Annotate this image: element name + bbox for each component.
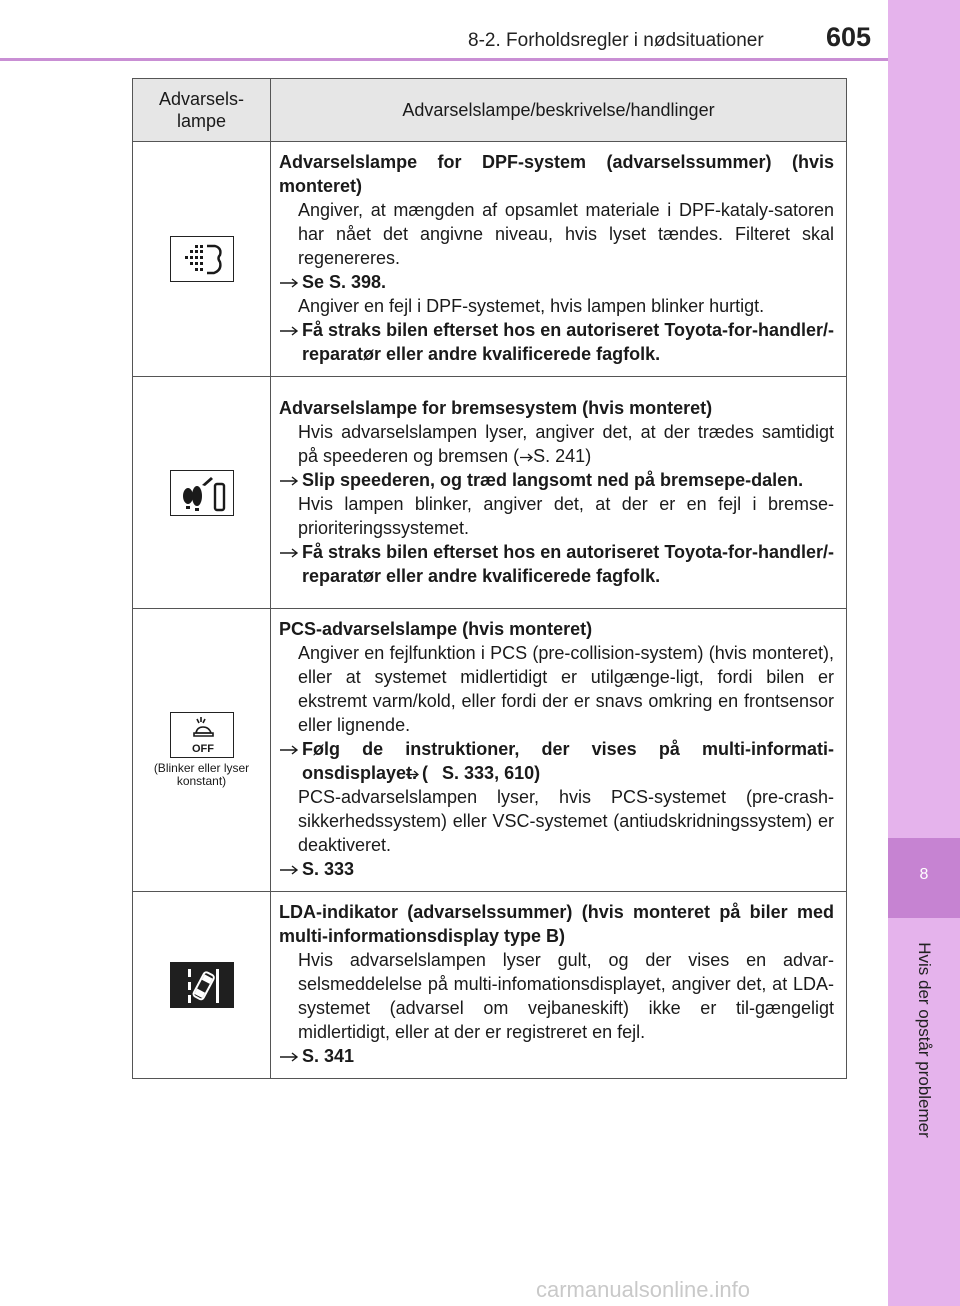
pcs-off-label: OFF bbox=[191, 743, 214, 755]
table-header-row bbox=[133, 79, 847, 142]
arrow-icon bbox=[279, 857, 302, 881]
lda-lane-departure-icon bbox=[170, 962, 234, 1008]
chapter-label: Hvis der opstår problemer bbox=[915, 942, 934, 1138]
action-item bbox=[279, 1044, 834, 1068]
page-reference-link[interactable]: S. 333, 610) bbox=[442, 763, 541, 783]
arrow-icon bbox=[519, 444, 533, 468]
page-reference-link[interactable]: S. 333 bbox=[302, 859, 355, 879]
warning-title: LDA-indikator (advarselssummer) (hvis monteret på biler med multi-informationsdisplay type B) bbox=[279, 902, 834, 946]
action-text: Få straks bilen efterset hos en autoriseret Toyota-for-handler/-reparatør eller andre kvalificerede fagfolk. bbox=[302, 541, 834, 586]
description-cell bbox=[271, 892, 847, 1079]
arrow-icon bbox=[279, 270, 302, 294]
action-item bbox=[279, 540, 834, 588]
chapter-number: 8 bbox=[919, 866, 929, 883]
table-row bbox=[133, 892, 847, 1079]
pcs-off-icon bbox=[170, 712, 234, 758]
arrow-icon bbox=[279, 540, 302, 564]
description-text: Angiver en fejl i DPF-systemet, hvis lampen blinker hurtigt. bbox=[298, 296, 765, 316]
action-item bbox=[279, 468, 834, 492]
warning-title: PCS-advarselslampe (hvis monteret) bbox=[279, 619, 593, 639]
action-item bbox=[279, 857, 834, 881]
arrow-icon bbox=[428, 761, 442, 785]
action-text: Få straks bilen efterset hos en autoriseret Toyota-for-handler/-reparatør eller andre kvalificerede fagfolk. bbox=[302, 320, 834, 364]
page-reference-link[interactable]: Se S. 398. bbox=[302, 272, 387, 292]
arrow-icon bbox=[279, 1044, 302, 1068]
description-cell bbox=[271, 142, 847, 377]
lamp-cell bbox=[133, 377, 271, 609]
table-row bbox=[133, 142, 847, 377]
brake-override-icon bbox=[170, 470, 234, 516]
lamp-cell bbox=[133, 609, 271, 892]
arrow-icon bbox=[279, 468, 302, 492]
lamp-note: (Blinker eller lyser konstant) bbox=[153, 761, 250, 788]
lamp-cell bbox=[133, 892, 271, 1079]
action-item bbox=[279, 270, 834, 294]
section-title: 8-2. Forholdsregler i nødsituationer bbox=[468, 30, 764, 51]
column-header-lamp: Advarsels- lampe bbox=[133, 79, 271, 142]
description-cell bbox=[271, 377, 847, 609]
warning-title: Advarselslampe for DPF-system (advarselssummer) (hvis monteret) bbox=[279, 152, 834, 196]
arrow-icon bbox=[279, 737, 302, 761]
description-text: Hvis advarselslampen lyser, angiver det, at der trædes samtidigt på speederen og bremsen ( S. 241) bbox=[298, 421, 834, 466]
action-text: Slip speederen, og træd langsomt ned på bremsepe-dalen. bbox=[302, 469, 804, 490]
chapter-number-box[interactable] bbox=[888, 838, 960, 918]
action-item: Følg de instruktioner, der vises på multi-informati-onsdisplayet. ( S. 333, 610) bbox=[279, 737, 834, 785]
description-text: Hvis lampen blinker, angiver det, at der er en fejl i bremse-prioriteringssystemet. bbox=[298, 493, 834, 538]
warning-title: Advarselslampe for bremsesystem (hvis monteret) bbox=[279, 397, 713, 418]
description-cell bbox=[271, 609, 847, 892]
dpf-filter-icon bbox=[170, 236, 234, 282]
description-text: PCS-advarselslampen lyser, hvis PCS-systemet (pre-crash-sikkerhedssystem) eller VSC-systemet (antiudskridningssystem) er deaktiveret. bbox=[298, 787, 834, 855]
header-rule bbox=[0, 58, 888, 61]
warning-lamp-table bbox=[132, 78, 847, 1079]
action-item bbox=[279, 318, 834, 366]
description-text: Angiver en fejlfunktion i PCS (pre-collision-system) (hvis monteret), eller at systemet midlertidigt er utilgænge-ligt, fordi bilen er ekstremt varm/kold, eller fordi der er snavs omkring en frontsensor eller lignende. bbox=[298, 643, 834, 735]
column-header-description: Advarselslampe/beskrivelse/handlinger bbox=[271, 79, 847, 142]
table-row bbox=[133, 609, 847, 892]
arrow-icon bbox=[279, 318, 302, 342]
description-text: Angiver, at mængden af opsamlet materiale i DPF-kataly-satoren har nået det angivne niveau, hvis lyset tændes. Filteret skal regenereres. bbox=[298, 200, 834, 268]
watermark: carmanualsonline.info bbox=[536, 1277, 751, 1302]
page-number: 605 bbox=[826, 22, 872, 52]
page-reference-link[interactable]: S. 241) bbox=[533, 445, 592, 466]
lamp-cell bbox=[133, 142, 271, 377]
table-row bbox=[133, 377, 847, 609]
page-reference-link[interactable]: S. 341 bbox=[302, 1046, 355, 1066]
description-text: Hvis advarselslampen lyser gult, og der vises en advar-selsmeddelelse på multi-infomationsdisplayet, angiver det, at LDA-systemet (advarsel om vejbaneskift) ikke er til-gængeligt midlertidigt, eller at der er registreret en fejl. bbox=[298, 950, 834, 1042]
